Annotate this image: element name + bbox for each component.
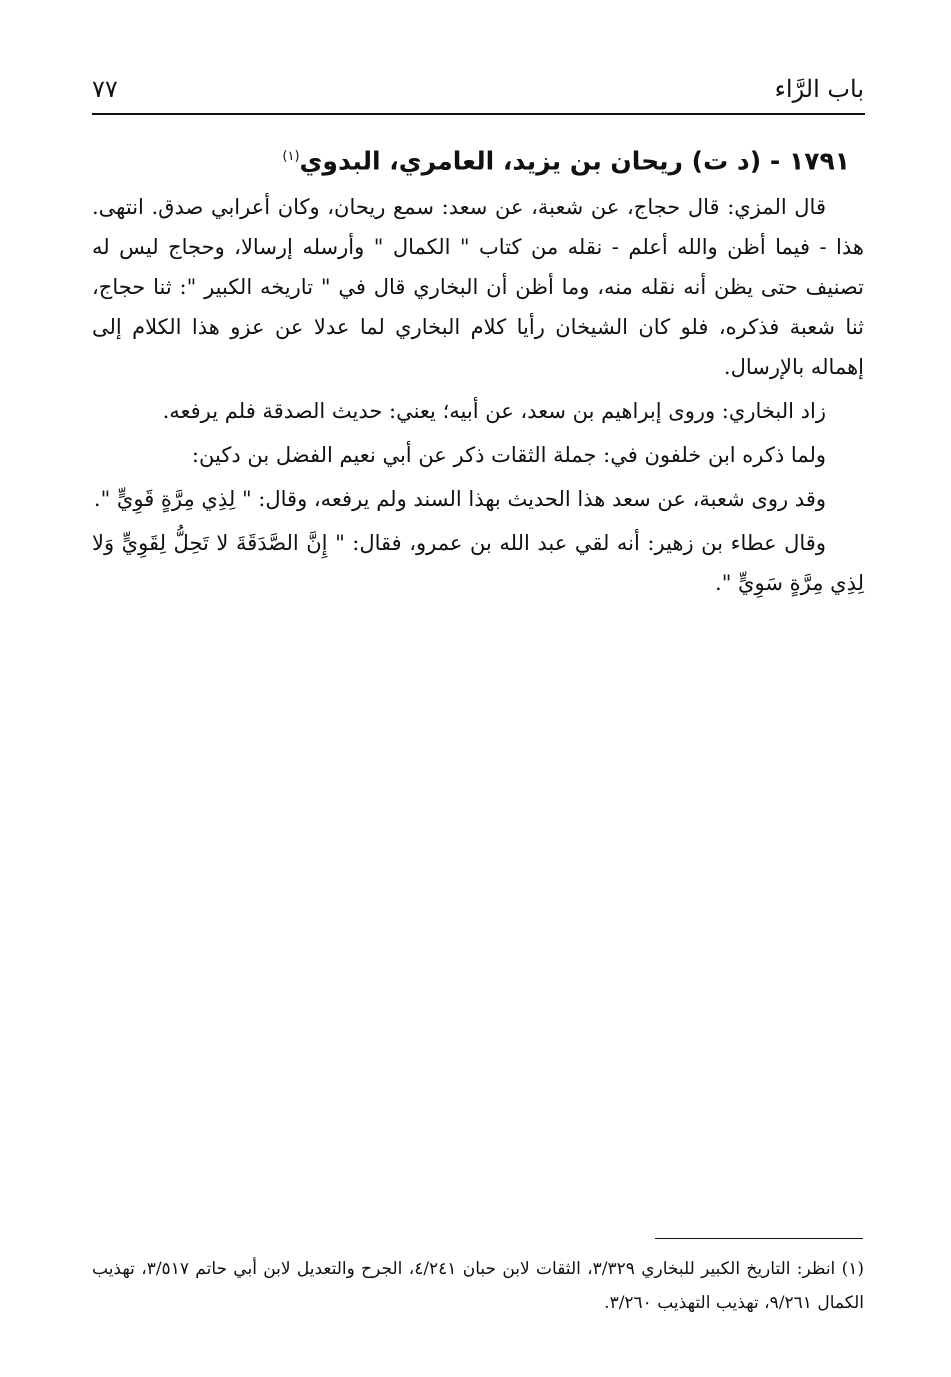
footnote-reference: (١) bbox=[282, 149, 300, 164]
paragraph: وقد روى شعبة، عن سعد هذا الحديث بهذا السند ولم يرفعه، وقال: " لِذِي مِرَّةٍ قَوِيٍّ ". bbox=[93, 487, 826, 512]
footnote-divider bbox=[655, 1238, 863, 1239]
paragraph: قال المزي: قال حجاج، عن شعبة، عن سعد: سمع ريحان، وكان أعرابي صدق. انتهى. هذا - فيما أظن والله أعلم - نقله من كتاب " الكمال " وأرسله إرسالا، وحجاج ليس له تصنيف حتى يظن أنه نقله منه، وما أظن أن البخاري قال في " تاريخه الكبير ": ثنا حجاج، ثنا شعبة فذكره، فلو كان الشيخان رأيا كلام البخاري لما عدلا عن عزو هذا الكلام إلى إهماله بالإرسال. bbox=[92, 195, 864, 380]
paragraph: زاد البخاري: وروى إبراهيم بن سعد، عن أبيه؛ يعني: حديث الصدقة فلم يرفعه. bbox=[162, 399, 826, 424]
entry-heading bbox=[92, 135, 864, 183]
main-text bbox=[92, 135, 864, 607]
page-number: ٧٧ bbox=[92, 75, 118, 103]
chapter-title: باب الرَّاء bbox=[774, 75, 864, 103]
paragraph: وقال عطاء بن زهير: أنه لقي عبد الله بن عمرو، فقال: " إِنَّ الصَّدَقَةَ لا تَحِلُّ لِقَوِيٍّ وَلا لِذِي مِرَّةٍ سَوِيٍّ ". bbox=[92, 531, 864, 596]
entry-heading-text: ١٧٩١ - (د ت) ريحان بن يزيد، العامري، البدوي bbox=[299, 146, 850, 176]
header-divider bbox=[92, 113, 865, 115]
footnotes bbox=[92, 1252, 864, 1320]
paragraph: ولما ذكره ابن خلفون في: جملة الثقات ذكر عن أبي نعيم الفضل بن دكين: bbox=[191, 443, 826, 468]
footnote: (١) انظر: التاريخ الكبير للبخاري ٣/٣٢٩، الثقات لابن حبان ٤/٢٤١، الجرح والتعديل لابن أبي حاتم ٣/٥١٧، تهذيب الكمال ٩/٢٦١، تهذيب التهذيب ٣/٢٦٠. bbox=[92, 1259, 864, 1313]
running-header bbox=[92, 72, 864, 112]
